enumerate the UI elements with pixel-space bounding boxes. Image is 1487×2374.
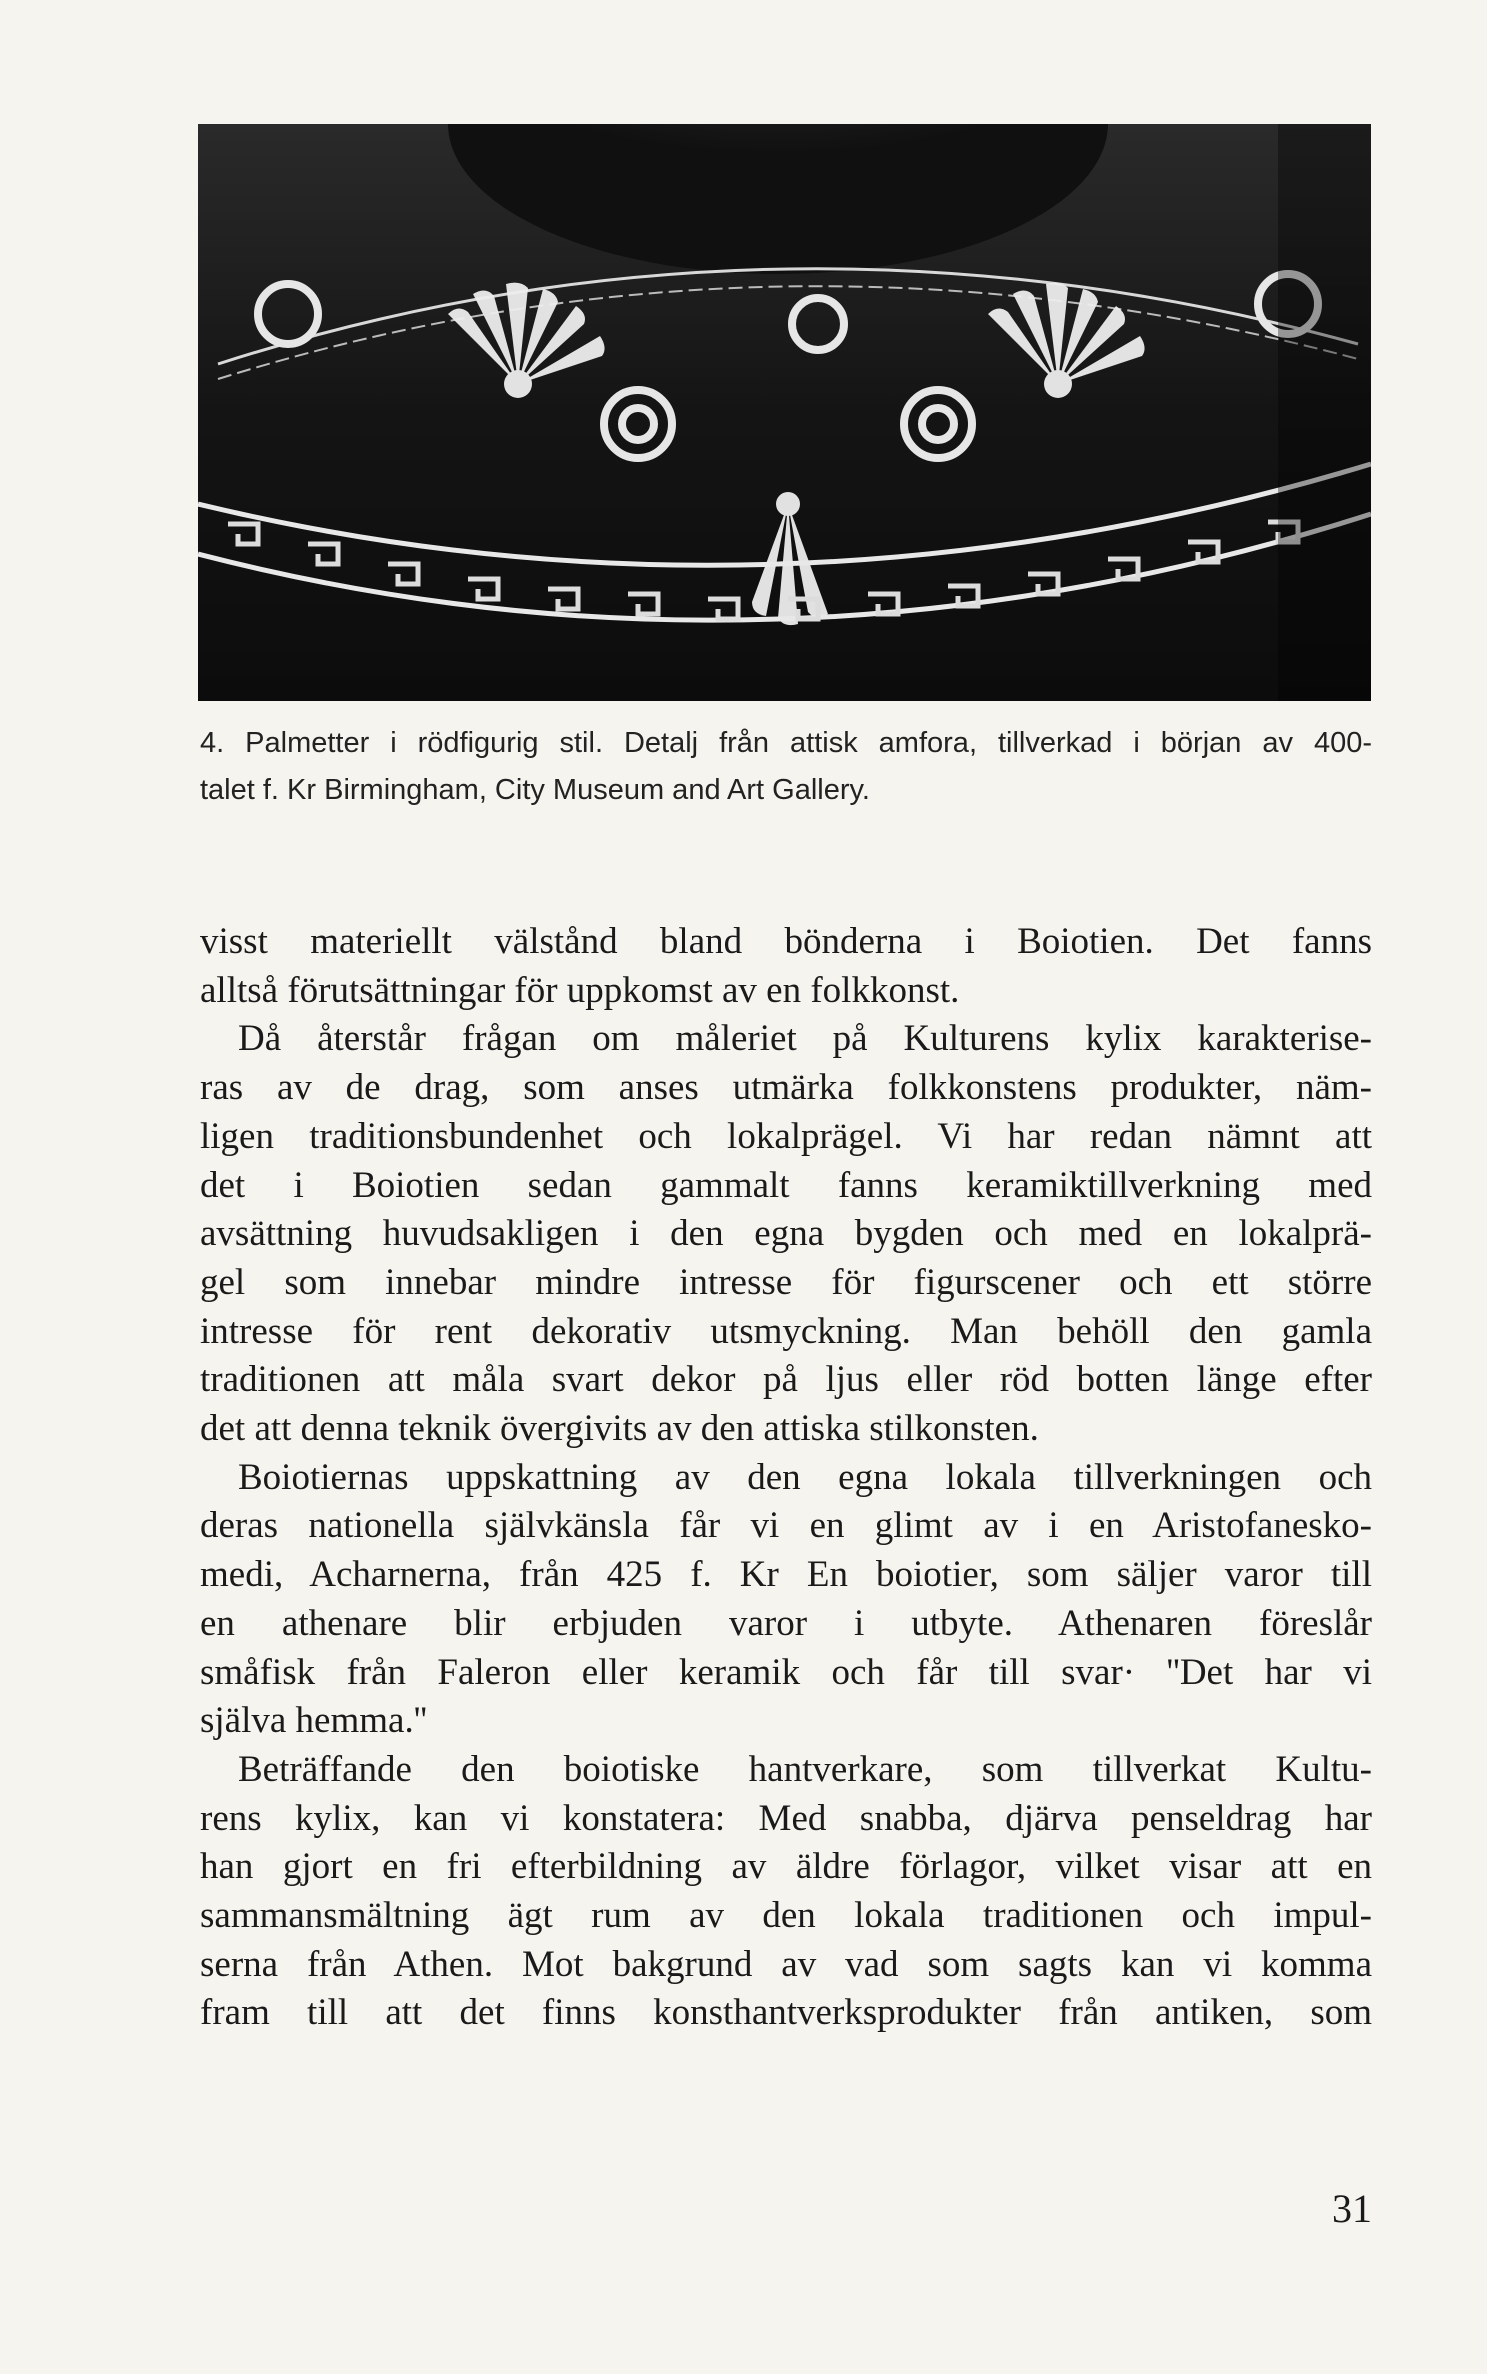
body-line: Då återstår frågan om måleriet på Kulturens kylix karakterise-	[238, 1018, 1372, 1060]
body-line: det att denna teknik övergivits av den attiska stilkonsten.	[200, 1408, 1039, 1450]
body-line: medi, Acharnerna, från 425 f. Kr En boiotier, som säljer varor till	[200, 1554, 1372, 1596]
page-number: 31	[1332, 2186, 1372, 2231]
figure-caption	[200, 720, 1372, 814]
body-line: avsättning huvudsakligen i den egna bygden och med en lokalprä-	[200, 1213, 1372, 1255]
palmette-decoration-image	[198, 124, 1371, 701]
body-line: en athenare blir erbjuden varor i utbyte. Athenaren föreslår	[200, 1602, 1372, 1644]
body-line: traditionen att måla svart dekor på ljus eller röd botten länge efter	[200, 1359, 1372, 1401]
body-line: deras nationella självkänsla får vi en glimt av i en Aristofanesko-	[200, 1505, 1372, 1547]
body-line: Boiotiernas uppskattning av den egna lokala tillverkningen och	[238, 1456, 1372, 1498]
amphora-photo	[198, 124, 1371, 701]
body-line: det i Boiotien sedan gammalt fanns keramiktillverkning med	[200, 1164, 1372, 1206]
body-line: rens kylix, kan vi konstatera: Med snabba, djärva penseldrag har	[200, 1797, 1372, 1839]
body-line: Beträffande den boiotiske hantverkare, som tillverkat Kultu-	[238, 1748, 1372, 1790]
body-line: sammansmältning ägt rum av den lokala traditionen och impul-	[200, 1895, 1372, 1937]
body-line: själva hemma.''	[200, 1700, 428, 1742]
body-line: ras av de drag, som anses utmärka folkkonstens produkter, näm-	[200, 1067, 1372, 1109]
body-text	[200, 918, 1372, 2038]
body-line: han gjort en fri efterbildning av äldre förlagor, vilket visar att en	[200, 1846, 1372, 1888]
body-line: visst materiellt välstånd bland bönderna i Boiotien. Det fanns	[200, 921, 1372, 962]
body-line: fram till att det finns konsthantverksprodukter från antiken, som	[200, 1992, 1372, 2034]
body-line: serna från Athen. Mot bakgrund av vad som sagts kan vi komma	[200, 1943, 1372, 1985]
body-line: ligen traditionsbundenhet och lokalprägel. Vi har redan nämnt att	[200, 1115, 1372, 1157]
caption-line: 4. Palmetter i rödfigurig stil. Detalj från attisk amfora, tillverkad i början av 400-	[200, 727, 1372, 759]
body-line: intresse för rent dekorativ utsmyckning. Man behöll den gamla	[200, 1310, 1372, 1352]
body-line: alltså förutsättningar för uppkomst av en folkkonst.	[200, 969, 960, 1011]
caption-line: talet f. Kr Birmingham, City Museum and Art Gallery.	[200, 774, 870, 806]
body-line: småfisk från Faleron eller keramik och får till svar· ''Det har vi	[200, 1651, 1372, 1693]
body-line: gel som innebar mindre intresse för figurscener och ett större	[200, 1261, 1372, 1303]
